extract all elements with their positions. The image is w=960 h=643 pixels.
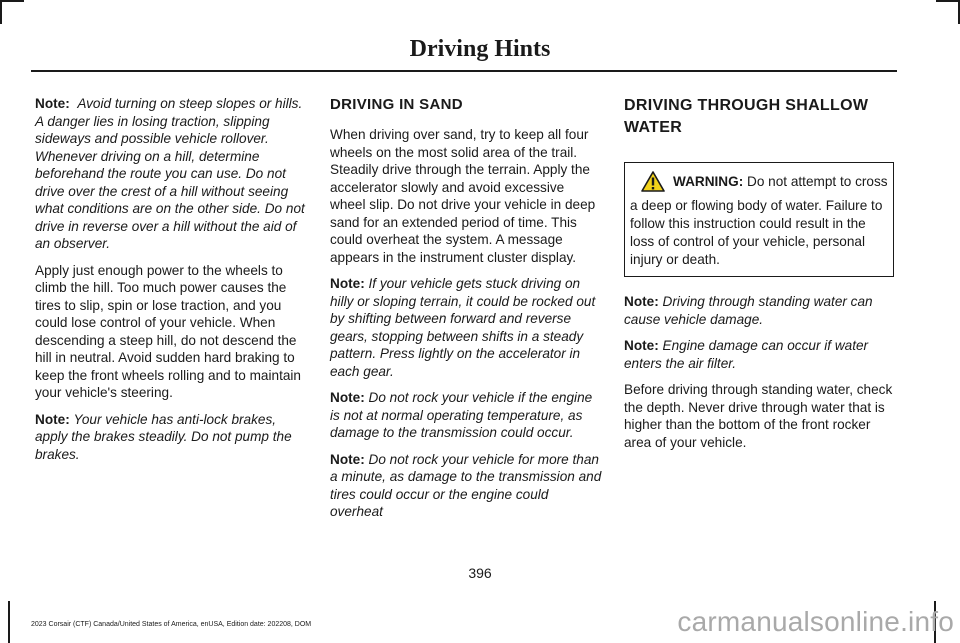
note-label: Note:	[330, 451, 365, 467]
heading-line: WATER	[624, 119, 683, 136]
note-rock-temperature	[330, 389, 602, 442]
paragraph-climb: Apply just enough power to the wheels to climb the hill. Too much power causes the tires to slip, spin or lose traction, and you could lose control of your vehicle. When descending a steep hill, do not descend the hill in neutral. Avoid sudden hard braking to keep the front wheels rolling and to maintain your vehicle's steering.	[35, 262, 301, 400]
note-text: Engine damage can occur if water enters the air filter.	[624, 338, 869, 371]
note-label: Note:	[330, 276, 365, 291]
warning-triangle-icon	[641, 171, 665, 197]
note-text: Your vehicle has anti-lock brakes, apply the brakes steadily. Do not pump the brakes.	[35, 411, 292, 462]
warning-text: Do not attempt to cross a deep or flowing body of water. Failure to follow this instruction could result in the loss of control of your vehicle, personal injury or death.	[630, 174, 888, 267]
note-text: Do not rock your vehicle if the engine is not at normal operating temperature, as damage to the transmission could occur.	[330, 390, 593, 440]
heading-line: DRIVING THROUGH SHALLOW	[624, 97, 869, 114]
note-hills	[35, 95, 307, 253]
warning-label: WARNING:	[673, 174, 744, 189]
watermark: carmanualsonline.info	[677, 606, 954, 637]
warning-box	[624, 162, 894, 277]
column-3	[624, 95, 894, 460]
note-rock-duration	[330, 451, 602, 521]
note-text: If your vehicle gets stuck driving on hilly or sloping terrain, it could be rocked out by shifting between forward and reverse gears, stopping between shifts in a steady pattern. Press lightly on the accelerator in each gear.	[330, 276, 596, 379]
note-brakes	[35, 411, 307, 464]
page-title: Driving Hints	[409, 36, 551, 62]
note-label: Note:	[624, 338, 659, 353]
crop-mark	[8, 601, 10, 643]
header-divider	[31, 70, 897, 72]
note-stuck	[330, 275, 602, 380]
note-label: Note:	[35, 96, 70, 111]
note-text: Do not rock your vehicle for more than a minute, as damage to the transmission and tires could occur or the engine could overheat	[330, 451, 602, 519]
note-air-filter	[624, 337, 894, 372]
crop-mark	[0, 0, 24, 2]
page-number: 396	[468, 565, 492, 581]
note-label: Note:	[35, 411, 70, 427]
edition-footer: 2023 Corsair (CTF) Canada/United States of America, enUSA, Edition date: 202208, DOM	[31, 621, 312, 628]
column-1	[35, 95, 307, 472]
note-text: Avoid turning on steep slopes or hills. A danger lies in losing traction, slipping sideways and possible vehicle rollover. Whenever driving on a hill, determine beforehand the route you can use. Do not drive over the crest of a hill without seeing what conditions are on the other side. Do not drive in reverse over a hill without the aid of an observer.	[35, 96, 305, 251]
note-label: Note:	[624, 294, 659, 309]
note-label: Note:	[330, 390, 365, 405]
paragraph-sand: When driving over sand, try to keep all four wheels on the most solid area of the trail. Steadily drive through the terrain. Apply the accelerator slowly and avoid excessive wheel slip. Do not drive your vehicle in deep sand for an extended period of time. This could overheat the system. A message appears in the instrument cluster display.	[330, 127, 596, 265]
crop-mark	[0, 0, 2, 24]
paragraph-water-depth: Before driving through standing water, check the depth. Never drive through water that is higher than the bottom of the front rocker area of your vehicle.	[624, 382, 893, 450]
crop-mark	[936, 0, 960, 2]
note-text: Driving through standing water can cause vehicle damage.	[624, 294, 873, 327]
note-water-damage	[624, 293, 894, 328]
section-heading-sand: DRIVING IN SAND	[330, 96, 463, 113]
column-2	[330, 95, 602, 530]
section-heading-water	[624, 95, 894, 139]
